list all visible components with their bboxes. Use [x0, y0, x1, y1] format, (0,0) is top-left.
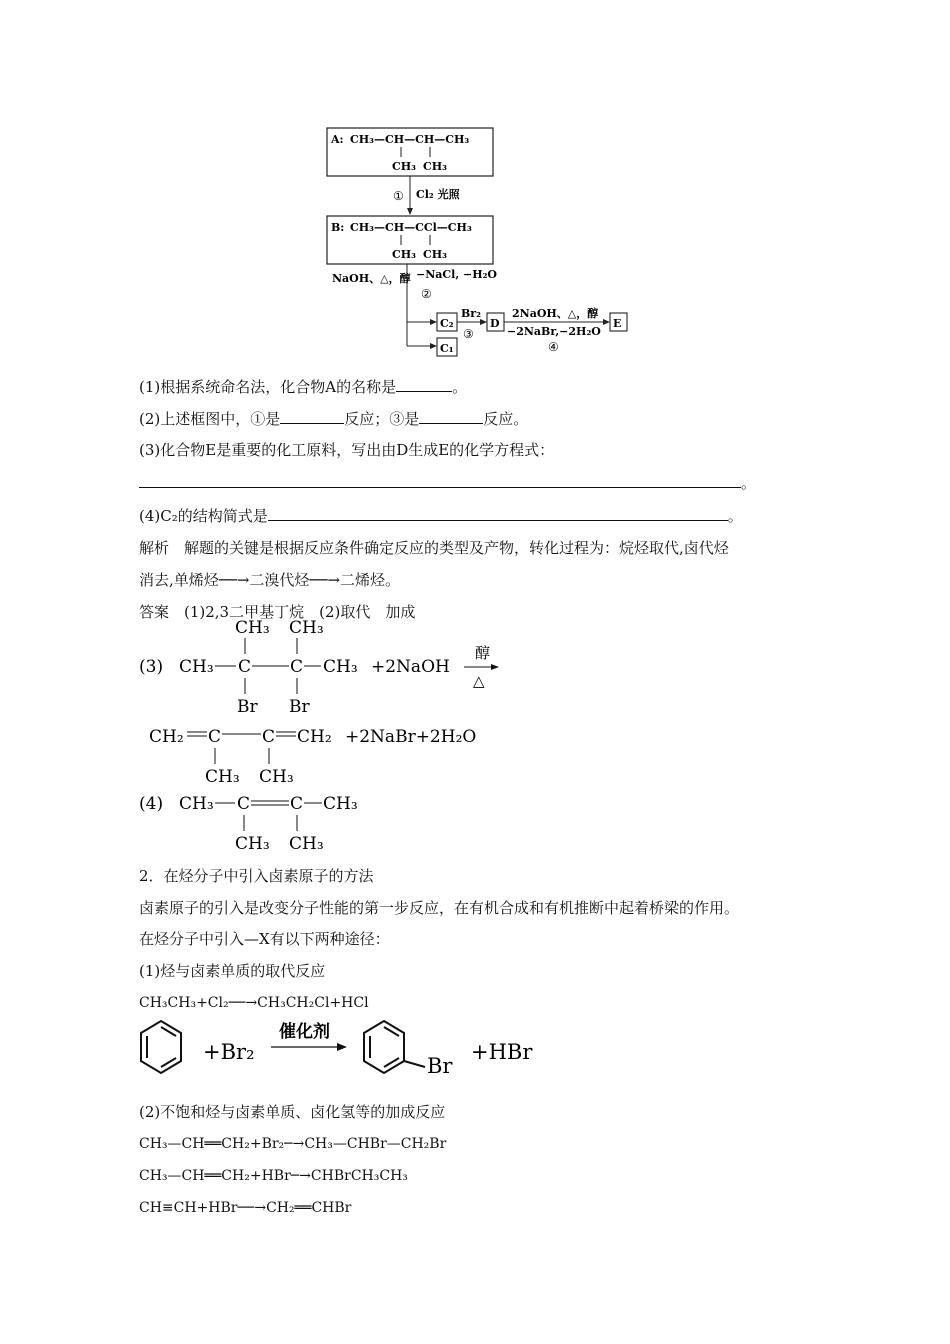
box-b-sub1: CH₃ — [392, 248, 416, 261]
eq4-sub1: CH₃ — [235, 834, 270, 854]
reaction-4: CH≡CH+HBr──→CH₂══CHBr — [139, 1200, 352, 1216]
step3-num: ③ — [463, 327, 474, 341]
d-label: D — [490, 317, 500, 330]
analysis-line-2: 消去,单烯烃──→二溴代烃──→二烯烃。 — [139, 571, 401, 589]
answer-blank — [268, 505, 728, 521]
reaction-2: CH₃—CH══CH₂+Br₂─→CH₃—CHBr—CH₂Br — [139, 1136, 447, 1152]
eq3-p-c2: C — [262, 727, 276, 747]
question-2 — [139, 408, 528, 429]
eq3-reagent: +2NaOH — [371, 657, 450, 677]
eq3-p-c1: C — [208, 727, 222, 747]
step4-num: ④ — [548, 340, 559, 354]
box-a-sub2: CH₃ — [423, 160, 447, 173]
step4-top: 2NaOH、△，醇 — [512, 307, 599, 320]
benzene-reaction — [139, 1015, 559, 1095]
step2-num: ② — [421, 287, 432, 301]
question-3 — [139, 440, 554, 460]
e-label: E — [613, 317, 622, 330]
c1-label: C₁ — [440, 342, 454, 355]
answer-blank — [419, 408, 483, 424]
question-1-end: 。 — [452, 378, 468, 396]
eq3-cond-top: 醇 — [475, 644, 491, 662]
step1-cond: Cl₂ 光照 — [416, 188, 460, 201]
analysis-line-1: 解析 解题的关键是根据反应条件确定反应的类型及产物，转化过程为：烷烃取代,卤代烃 — [139, 539, 729, 557]
c2-label: C₂ — [440, 317, 454, 330]
eq4-c1: C — [237, 794, 251, 814]
eq3-top-ch3-1: CH₃ — [235, 618, 270, 638]
question-4-end: 。 — [727, 507, 743, 525]
answer-blank — [139, 472, 741, 488]
question-2-b: 反应；③是 — [344, 410, 420, 428]
eq3-ch3-right: CH₃ — [323, 657, 358, 677]
eq3-top-ch3-2: CH₃ — [289, 618, 324, 638]
eq4-label: (4) — [139, 794, 164, 814]
question-4-text: (4)C₂的结构简式是 — [139, 507, 268, 525]
section-2-p2: 在烃分子中引入—X有以下两种途径： — [139, 930, 390, 948]
box-a-main: CH₃—CH—CH—CH₃ — [350, 133, 470, 146]
box-a-label: A: — [331, 133, 344, 146]
box-b-label: B: — [331, 221, 345, 234]
eq4-right: CH₃ — [323, 794, 358, 814]
section-2-sub1: (1)烃与卤素单质的取代反应 — [139, 962, 326, 980]
question-3-blank-line — [139, 472, 756, 493]
question-4 — [139, 505, 743, 526]
answer-line: 答案 (1)2,3二甲基丁烷 (2)取代 加成 — [139, 603, 416, 621]
benzene-br: Br — [427, 1054, 453, 1078]
step2-cond-left: NaOH、△，醇 — [332, 272, 411, 285]
box-b-sub2: CH₃ — [423, 248, 447, 261]
eq3-c2: C — [290, 657, 304, 677]
answer-blank — [280, 408, 344, 424]
section-2-p1: 卤素原子的引入是改变分子性能的第一步反应，在有机合成和有机推断中起着桥梁的作用。 — [139, 899, 740, 917]
eq3-br1: Br — [237, 697, 258, 717]
reaction-3: CH₃—CH══CH₂+HBr─→CHBrCH₃CH₃ — [139, 1168, 408, 1184]
reaction-1: CH₃CH₃+Cl₂──→CH₃CH₂Cl+HCl — [139, 995, 369, 1011]
question-2-a: (2)上述框图中，①是 — [139, 410, 281, 428]
question-1 — [139, 376, 467, 397]
eq3-label: (3) — [139, 657, 164, 677]
equation-3 — [139, 614, 519, 794]
reaction-scheme — [320, 120, 640, 370]
benzene-cond: 催化剂 — [279, 1022, 330, 1042]
eq4-sub2: CH₃ — [289, 834, 324, 854]
eq3-c1: C — [238, 657, 252, 677]
eq3-p-sub1: CH₃ — [205, 767, 240, 787]
eq3-p-rest: +2NaBr+2H₂O — [345, 727, 477, 747]
box-b-main: CH₃—CH—CCl—CH₃ — [350, 221, 472, 234]
answer-blank — [396, 376, 452, 392]
section-2-title: 2．在烃分子中引入卤素原子的方法 — [139, 867, 374, 885]
question-1-text: (1)根据系统命名法，化合物A的名称是 — [139, 378, 397, 396]
question-3-end: 。 — [741, 474, 757, 492]
eq3-p-sub2: CH₃ — [259, 767, 294, 787]
eq4-left: CH₃ — [179, 794, 214, 814]
question-3-text: (3)化合物E是重要的化工原料，写出由D生成E的化学方程式： — [139, 441, 555, 459]
step3-reagent: Br₂ — [461, 307, 481, 320]
step4-bottom: −2NaBr,−2H₂O — [507, 325, 601, 338]
eq3-cond-bottom: △ — [473, 672, 485, 690]
benzene-reagent: +Br₂ — [203, 1040, 255, 1064]
eq3-p-left: CH₂ — [149, 727, 184, 747]
box-a-sub1: CH₃ — [392, 160, 416, 173]
eq3-p-right: CH₂ — [297, 727, 332, 747]
eq3-ch3-left: CH₃ — [179, 657, 214, 677]
benzene-product: +HBr — [471, 1040, 533, 1064]
equation-4 — [139, 788, 399, 858]
section-2-sub2: (2)不饱和烃与卤素单质、卤化氢等的加成反应 — [139, 1103, 446, 1121]
eq4-c2: C — [290, 794, 304, 814]
step1-num: ① — [393, 189, 404, 203]
step2-cond-right: −NaCl, −H₂O — [416, 268, 498, 281]
eq3-br2: Br — [289, 697, 310, 717]
question-2-c: 反应。 — [483, 410, 529, 428]
